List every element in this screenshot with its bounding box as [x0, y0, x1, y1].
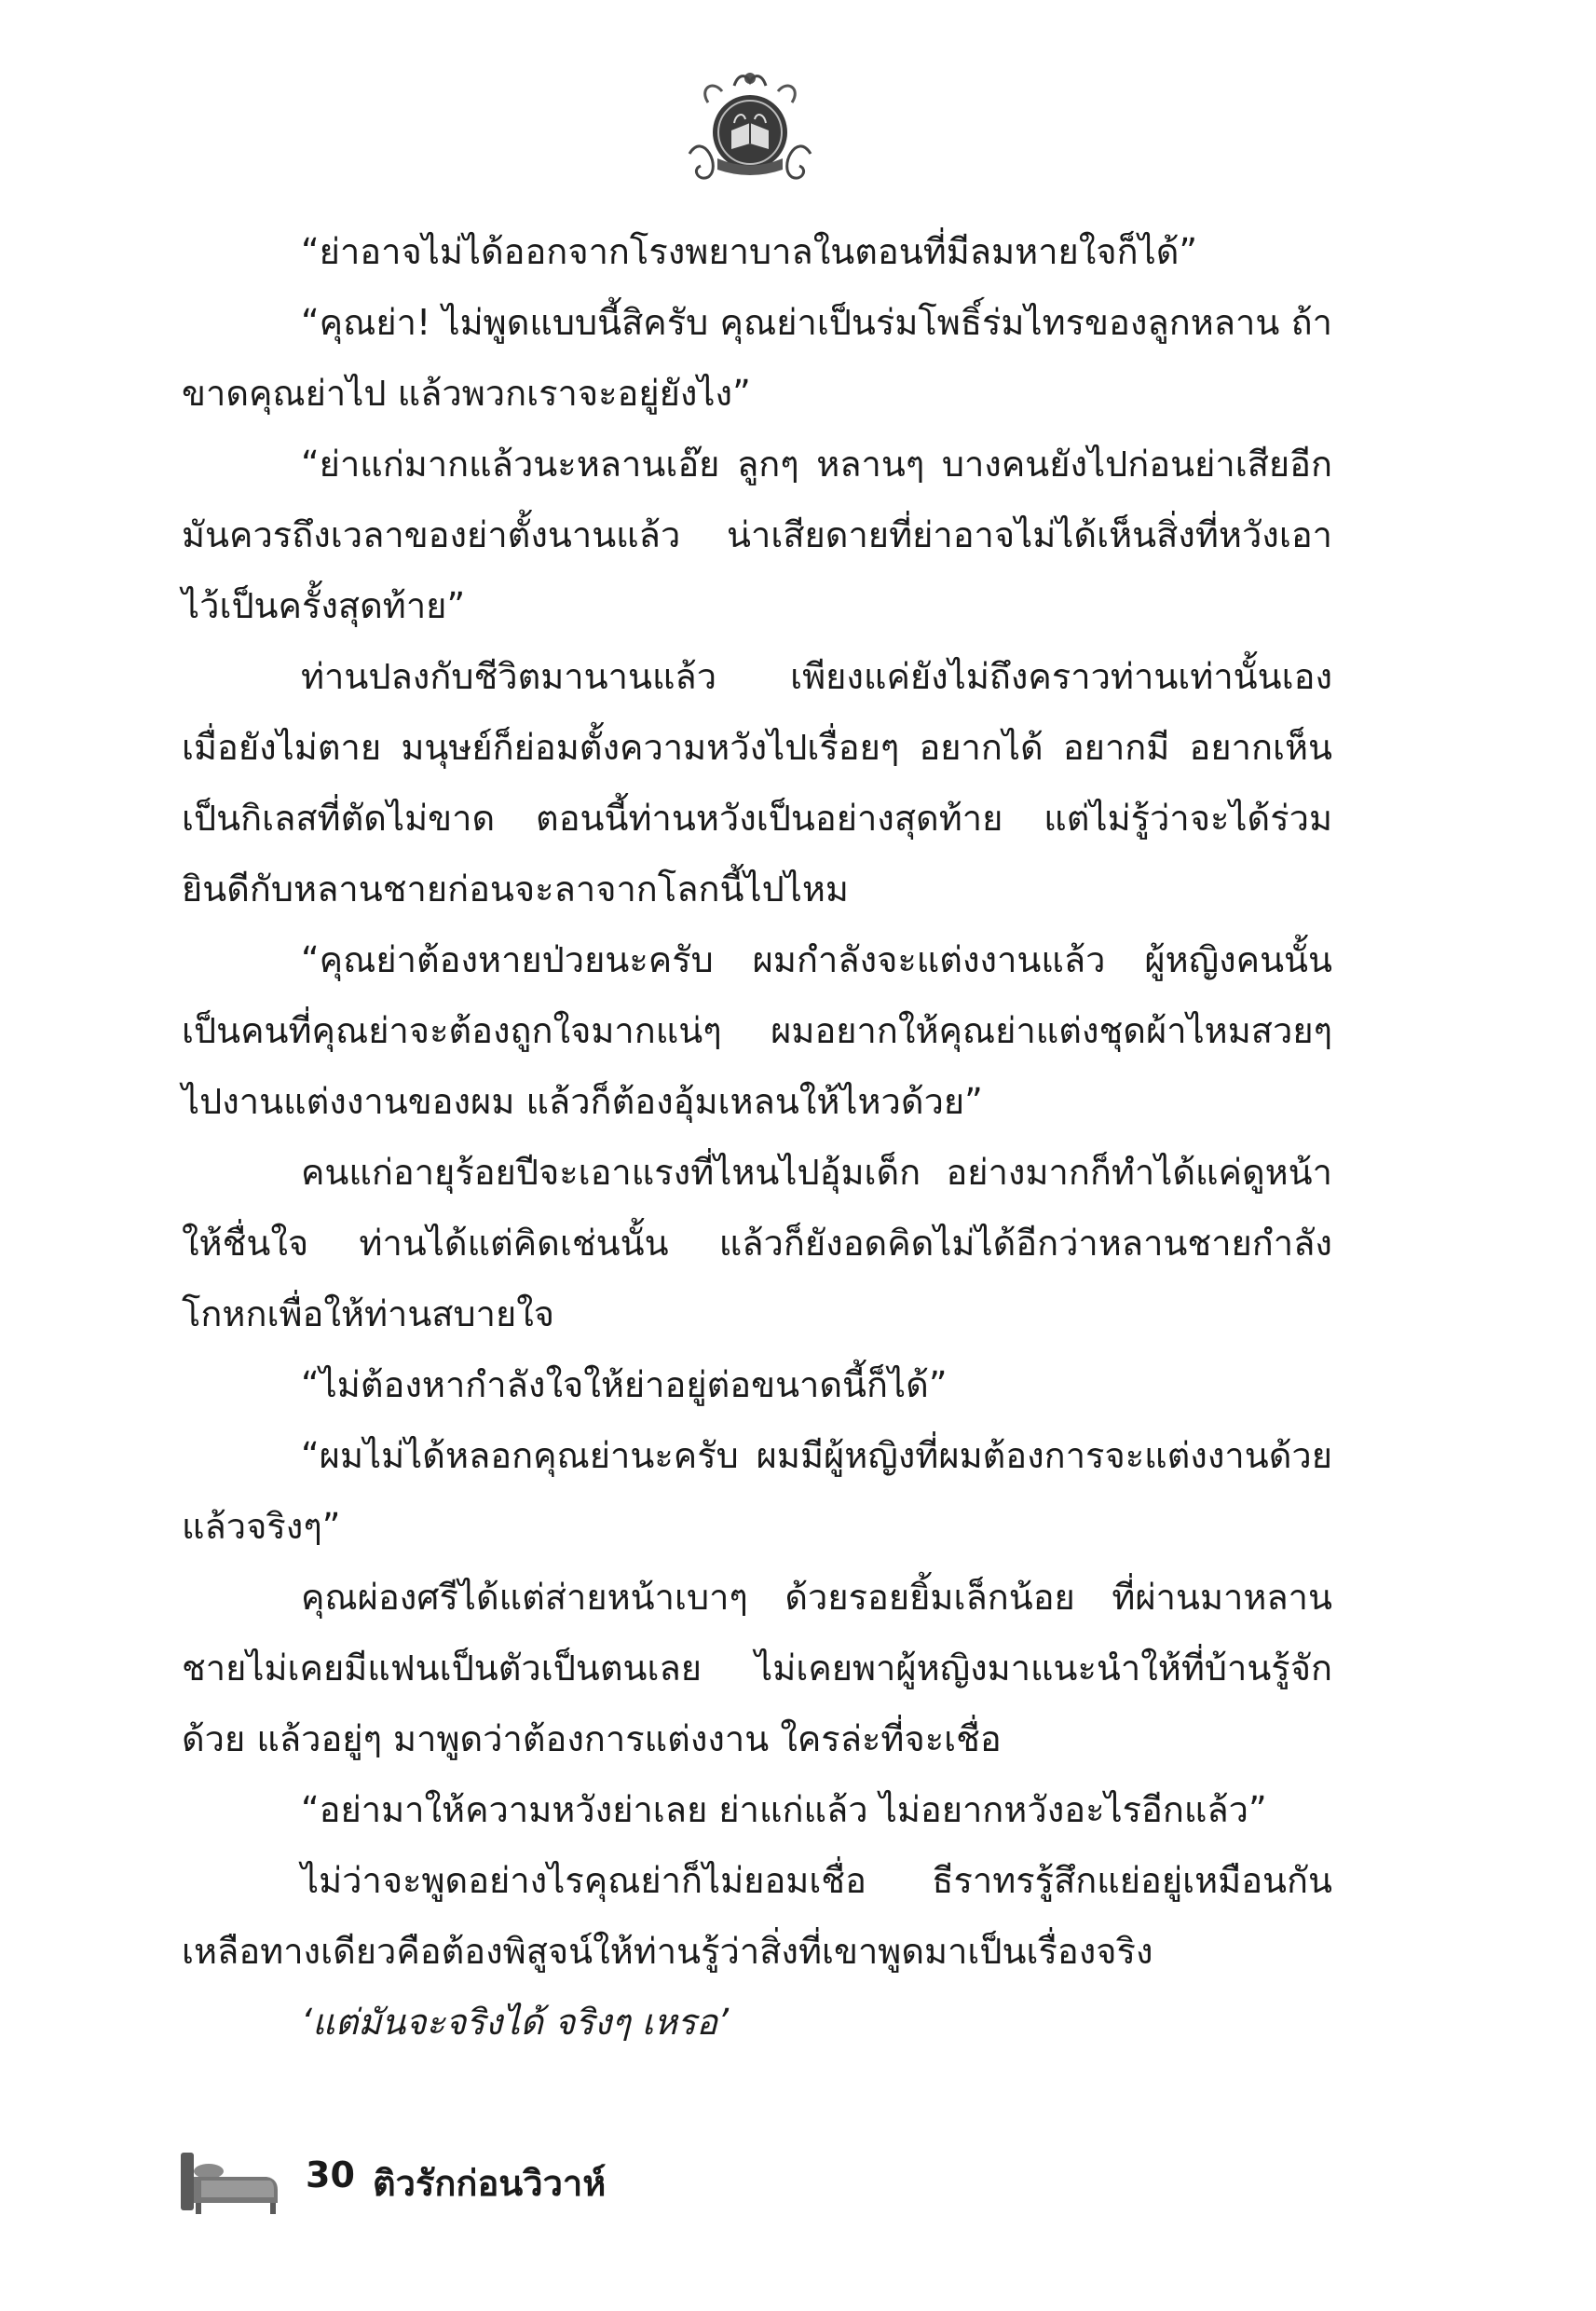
paragraph: “ผมไม่ได้หลอกคุณย่านะครับ ผมมีผู้หญิงที่ผมต้องการจะแต่งงานด้วยแล้วจริงๆ”	[182, 1435, 1332, 1547]
paragraph: ท่านปลงกับชีวิตมานานแล้ว เพียงแค่ยังไม่ถึงคราวท่านเท่านั้นเอง เมื่อยังไม่ตาย มนุษย์ก็ย่อมตั้งความหวังไปเรื่อยๆ อยากได้ อยากมี อยากเห็น เป็นกิเลสที่ตัดไม่ขาด ตอนนี้ท่านหวังเป็นอย่างสุดท้าย แต่ไม่รู้ว่าจะได้ร่วมยินดีกับหลานชายก่อนจะลาจากโลกนี้ไปไหม	[182, 656, 1332, 909]
page-number: 30	[306, 2154, 355, 2195]
paragraph: “ย่าแก่มากแล้วนะหลานเอ๊ย ลูกๆ หลานๆ บางคนยังไปก่อนย่าเสียอีก มันควรถึงเวลาของย่าตั้งนานแล้ว น่าเสียดายที่ย่าอาจไม่ได้เห็นสิ่งที่หวังเอาไว้เป็นครั้งสุดท้าย”	[182, 444, 1332, 626]
paragraph: คนแก่อายุร้อยปีจะเอาแรงที่ไหนไปอุ้มเด็ก อย่างมากก็ทำได้แค่ดูหน้าให้ชื่นใจ ท่านได้แต่คิดเช่นนั้น แล้วก็ยังอดคิดไม่ได้อีกว่าหลานชายกำลังโกหกเพื่อให้ท่านสบายใจ	[182, 1152, 1332, 1334]
italic-thought-paragraph: ‘แต่มันจะจริงได้ จริงๆ เหรอ’	[301, 2002, 730, 2043]
page-footer	[177, 2143, 922, 2218]
book-title: ติวรักก่อนวิวาห์	[373, 2163, 607, 2204]
paragraph: “คุณย่าต้องหายป่วยนะครับ ผมกำลังจะแต่งงานแล้ว ผู้หญิงคนนั้นเป็นคนที่คุณย่าจะต้องถูกใจมากแน่ๆ ผมอยากให้คุณย่าแต่งชุดผ้าไหมสวยๆ ไปงานแต่งงานของผม แล้วก็ต้องอุ้มเหลนให้ไหวด้วย”	[182, 939, 1332, 1122]
paragraph: ไม่ว่าจะพูดอย่างไรคุณย่าก็ไม่ยอมเชื่อ ธีราทรรู้สึกแย่อยู่เหมือนกัน เหลือทางเดียวคือต้องพิสูจน์ให้ท่านรู้ว่าสิ่งที่เขาพูดมาเป็นเรื่องจริง	[182, 1860, 1332, 1972]
paragraph: “ย่าอาจไม่ได้ออกจากโรงพยาบาลในตอนที่มีลมหายใจก็ได้”	[301, 231, 1198, 272]
paragraph: คุณผ่องศรีได้แต่ส่ายหน้าเบาๆ ด้วยรอยยิ้มเล็กน้อย ที่ผ่านมาหลานชายไม่เคยมีแฟนเป็นตัวเป็นตนเลย ไม่เคยพาผู้หญิงมาแนะนำให้ที่บ้านรู้จักด้วย แล้วอยู่ๆ มาพูดว่าต้องการแต่งงาน ใครล่ะที่จะเชื่อ	[182, 1577, 1332, 1759]
paragraph: “คุณย่า! ไม่พูดแบบนี้สิครับ คุณย่าเป็นร่มโพธิ์ร่มไทรของลูกหลาน ถ้าขาดคุณย่าไป แล้วพวกเราจะอยู่ยังไง”	[182, 302, 1332, 414]
body-text	[182, 216, 1332, 2058]
paragraph: “อย่ามาให้ความหวังย่าเลย ย่าแก่แล้ว ไม่อยากหวังอะไรอีกแล้ว”	[301, 1789, 1267, 1830]
bed-icon	[177, 2143, 281, 2218]
publisher-logo-icon	[680, 65, 820, 186]
paragraph: “ไม่ต้องหากำลังใจให้ย่าอยู่ต่อขนาดนี้ก็ได้”	[301, 1364, 948, 1405]
